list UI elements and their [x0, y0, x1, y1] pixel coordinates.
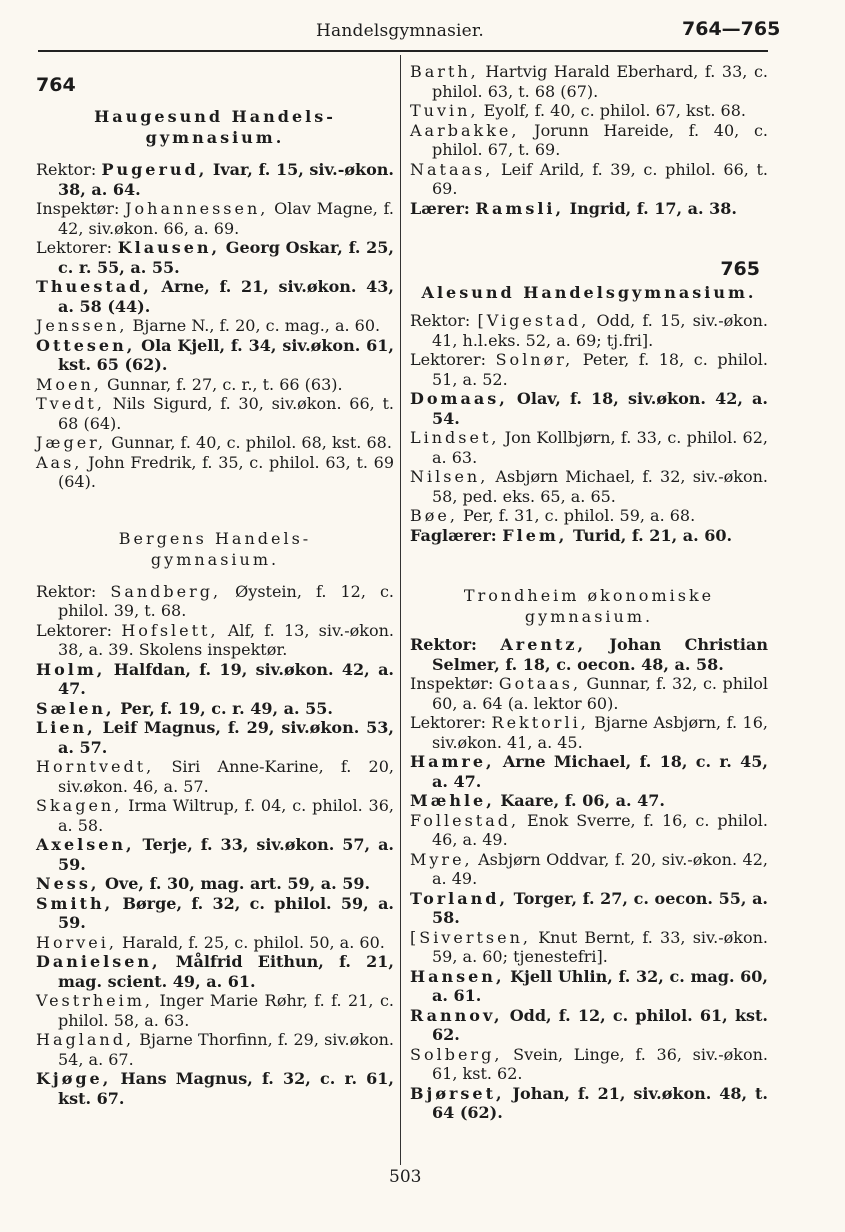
staff-entry: [Sivertsen, Knut Bernt, f. 33, siv.-økon. 59, a. 60; tjenestefri].	[410, 927, 768, 966]
staff-entry: Mæhle, Kaare, f. 06, a. 47.	[410, 791, 665, 810]
school-name: Trondheim økonomiske gymnasium.	[463, 586, 715, 626]
staff-entry: Lærer: Ramsli, Ingrid, f. 17, a. 38.	[410, 198, 737, 218]
staff-entry: Barth, Hartvig Harald Eberhard, f. 33, c. philol. 63, t. 68 (67).	[410, 62, 768, 101]
page-number: 503	[389, 1167, 422, 1187]
school-name: Alesund Handelsgymnasium.	[421, 283, 757, 302]
staff-entry: Lektorer: Rektorli, Bjarne Asbjørn, f. 16, siv.økon. 41, a. 45.	[410, 713, 769, 752]
right-column	[410, 62, 768, 1123]
staff-entry: Rektor: Sandberg, Øystein, f. 12, c. philol. 39, t. 68.	[36, 581, 395, 620]
header-rule	[38, 50, 768, 52]
left-column	[36, 72, 394, 1108]
staff-entry: Rektor: [Vigestad, Odd, f. 15, siv.-økon. 41, h.l.eks. 52, a. 69; tj.fri].	[410, 311, 768, 350]
running-header-pages: 764—765	[682, 18, 781, 40]
staff-entry: Holm, Halfdan, f. 19, siv.økon. 42, a. 47.	[36, 659, 394, 698]
staff-entry: Ness, Ove, f. 30, mag. art. 59, a. 59.	[36, 874, 371, 893]
staff-entry: Torland, Torger, f. 27, c. oecon. 55, a. 58.	[410, 888, 768, 927]
staff-entry: Rannov, Odd, f. 12, c. philol. 61, kst. 62.	[410, 1005, 768, 1044]
staff-entry: Axelsen, Terje, f. 33, siv.økon. 57, a. 59.	[36, 835, 394, 874]
column-divider	[400, 55, 401, 1165]
staff-entry: Tvedt, Nils Sigurd, f. 30, siv.økon. 66, t. 68 (64).	[36, 394, 394, 433]
staff-entry: Sælen, Per, f. 19, c. r. 49, a. 55.	[36, 698, 333, 718]
staff-entry: Myre, Asbjørn Oddvar, f. 20, siv.-økon. 42, a. 49.	[410, 849, 768, 888]
school-name: Bergens Handels- gymnasium.	[118, 528, 312, 569]
staff-entry: Domaas, Olav, f. 18, siv.økon. 42, a. 54.	[410, 389, 768, 428]
staff-entry: Hamre, Arne Michael, f. 18, c. r. 45, a. 47.	[410, 752, 768, 791]
school-name: Haugesund Handels- gymnasium.	[94, 107, 336, 147]
staff-entry: Hansen, Kjell Uhlin, f. 32, c. mag. 60, a. 61.	[410, 966, 768, 1005]
staff-entry: Rektor: Arentz, Johan Christian Selmer, f. 18, c. oecon. 48, a. 58.	[410, 635, 768, 674]
staff-entry: Aarbakke, Jorunn Hareide, f. 40, c. philol. 67, t. 69.	[410, 120, 768, 159]
staff-entry: Lektorer: Klausen, Georg Oskar, f. 25, c. r. 55, a. 55.	[36, 238, 394, 277]
staff-entry: Tuvin, Eyolf, f. 40, c. philol. 67, kst. 68.	[410, 101, 746, 120]
section-number: 764	[36, 74, 76, 96]
staff-entry: Horvei, Harald, f. 25, c. philol. 50, a. 60.	[36, 932, 385, 952]
staff-entry: Bøe, Per, f. 31, c. philol. 59, a. 68.	[410, 506, 696, 525]
staff-entry: Inspektør: Johannessen, Olav Magne, f. 42, siv.økon. 66, a. 69.	[36, 199, 394, 238]
staff-entry: Moen, Gunnar, f. 27, c. r., t. 66 (63).	[36, 374, 343, 394]
staff-entry: Faglærer: Flem, Turid, f. 21, a. 60.	[410, 525, 733, 545]
staff-entry: Danielsen, Målfrid Eithun, f. 21, mag. scient. 49, a. 61.	[36, 952, 394, 991]
staff-entry: Solberg, Svein, Linge, f. 36, siv.-økon. 61, kst. 62.	[410, 1044, 768, 1083]
staff-entry: Jenssen, Bjarne N., f. 20, c. mag., a. 60.	[36, 316, 381, 335]
staff-entry: Lien, Leif Magnus, f. 29, siv.økon. 53, a. 57.	[36, 718, 394, 757]
staff-entry: Lindset, Jon Kollbjørn, f. 33, c. philol. 62, a. 63.	[410, 428, 768, 467]
staff-entry: Lektorer: Hofslett, Alf, f. 13, siv.-økon. 38, a. 39. Skolens inspektør.	[36, 620, 394, 659]
staff-entry: Ottesen, Ola Kjell, f. 34, siv.økon. 61, kst. 65 (62).	[36, 335, 394, 374]
staff-entry: Nilsen, Asbjørn Michael, f. 32, siv.-økon. 58, ped. eks. 65, a. 65.	[410, 467, 768, 506]
staff-entry: Jæger, Gunnar, f. 40, c. philol. 68, kst. 68.	[36, 433, 392, 452]
staff-entry: Skagen, Irma Wiltrup, f. 04, c. philol. 36, a. 58.	[36, 796, 394, 835]
staff-entry: Follestad, Enok Sverre, f. 16, c. philol. 46, a. 49.	[410, 810, 768, 849]
running-header-title: Handelsgymnasier.	[316, 21, 484, 41]
staff-entry: Horntvedt, Siri Anne-Karine, f. 20, siv.økon. 46, a. 57.	[36, 757, 394, 796]
staff-entry: Aas, John Fredrik, f. 35, c. philol. 63, t. 69 (64).	[36, 452, 394, 491]
staff-entry: Hagland, Bjarne Thorfinn, f. 29, siv.økon. 54, a. 67.	[36, 1030, 394, 1069]
staff-entry: Smith, Børge, f. 32, c. philol. 59, a. 59.	[36, 893, 394, 932]
staff-entry: Thuestad, Arne, f. 21, siv.økon. 43, a. 58 (44).	[36, 277, 394, 316]
staff-entry: Lektorer: Solnør, Peter, f. 18, c. philol. 51, a. 52.	[410, 350, 768, 389]
staff-entry: Inspektør: Gotaas, Gunnar, f. 32, c. philol 60, a. 64 (a. lektor 60).	[410, 674, 768, 713]
staff-entry: Nataas, Leif Arild, f. 39, c. philol. 66, t. 69.	[410, 159, 768, 198]
staff-entry: Rektor: Pugerud, Ivar, f. 15, siv.-økon. 38, a. 64.	[36, 160, 394, 199]
section-number: 765	[720, 258, 760, 280]
staff-entry: Bjørset, Johan, f. 21, siv.økon. 48, t. 64 (62).	[410, 1083, 768, 1122]
staff-entry: Vestrheim, Inger Marie Røhr, f. f. 21, c. philol. 58, a. 63.	[36, 991, 394, 1030]
staff-entry: Kjøge, Hans Magnus, f. 32, c. r. 61, kst. 67.	[36, 1069, 394, 1108]
